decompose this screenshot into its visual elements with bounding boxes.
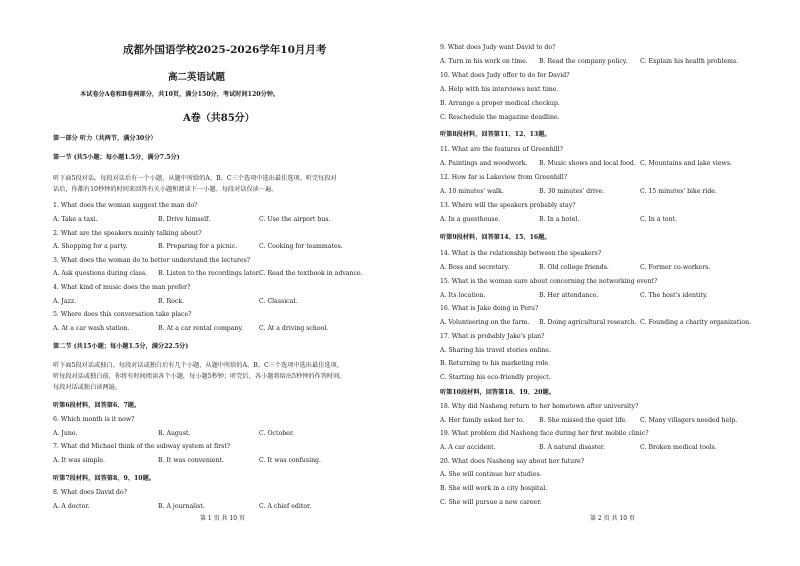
option-8c[interactable]: C. A chief editor. [259,503,312,510]
question-16: 16. What is Jake doing in Peru? [440,305,539,312]
option-13b[interactable]: B. In a hotel. [539,216,580,223]
option-4a[interactable]: A. Jazz. [53,298,77,305]
option-11b[interactable]: B. Music shows and local food. [539,160,636,167]
question-3: 3. What does the woman do to better understand the lectures? [53,257,251,264]
option-20c[interactable]: C. She will pursue a new career. [440,499,542,506]
option-3c[interactable]: C. Read the textbook in advance. [259,270,363,277]
option-11c[interactable]: C. Mountains and lake views. [640,160,732,167]
page-footer-1: 第 1 页 共 10 页 [200,515,245,522]
option-19b[interactable]: B. A natural disaster. [539,444,606,451]
question-4: 4. What kind of music does the man prefer? [53,284,191,291]
option-16a[interactable]: A. Volunteering on the farm. [440,319,530,326]
volume-heading: A卷（共85分） [183,113,255,124]
sec2-instructions-1: 听下面5段对话或独白。每段对话或独白后有几个小题，从题中所给的A、B、C三个选项中选出最佳选项。 [53,362,343,369]
exam-title: 成都外国语学校2025-2026学年10月月考 [123,44,327,56]
option-19c[interactable]: C. Broken medical tools. [640,444,717,451]
material-9-heading: 听第9段材料，回答第14、15、16题。 [440,234,551,241]
option-5b[interactable]: B. At a car rental company. [158,325,244,332]
option-8a[interactable]: A. A doctor. [53,503,90,510]
option-16c[interactable]: C. Founding a charity organization. [640,319,752,326]
option-4b[interactable]: B. Rock. [158,298,185,305]
question-9: 9. What does Judy want David to do? [440,44,556,51]
option-7a[interactable]: A. It was simple. [53,457,106,464]
option-18c[interactable]: C. Many villagers needed help. [640,417,738,424]
part1-heading: 第一部分 听力（共两节，满分30分） [53,135,157,142]
option-12a[interactable]: A. 10 minutes' walk. [440,188,504,195]
option-1a[interactable]: A. Take a taxi. [53,216,98,223]
option-1c[interactable]: C. Use the airport bus. [259,216,331,223]
sec2-instructions-2: 听每段对话或独白前，你将有时间阅读各个小题，每小题5秒钟；听完后，各小题将给出5秒钟的作答时间。 [53,373,346,380]
material-10-heading: 听第10段材料，回答第18、19、20题。 [440,389,555,396]
option-6a[interactable]: A. June. [53,430,78,437]
option-8b[interactable]: B. A journalist. [158,503,205,510]
question-10: 10. What does Judy offer to do for David? [440,72,570,79]
sec1-heading: 第一节 (共5小题；每小题1.5分，满分7.5分) [53,154,180,161]
question-2: 2. What are the speakers mainly talking about? [53,230,202,237]
option-3a[interactable]: A. Ask questions during class. [53,270,148,277]
material-8-heading: 听第8段材料，回答第11、12、13题。 [440,131,551,138]
option-2b[interactable]: B. Preparing for a picnic. [158,243,238,250]
question-11: 11. What are the features of Greenhill? [440,146,563,153]
option-17b[interactable]: B. Returning to his marketing role. [440,360,550,367]
option-13c[interactable]: C. In a tent. [640,216,678,223]
option-4c[interactable]: C. Classical. [259,298,298,305]
sec1-instructions-2: 话后，你都有10秒钟的时间来回答有关小题和阅读下一小题。每段对话仅读一遍。 [53,186,278,193]
question-20: 20. What does Nasheng say about her future? [440,458,585,465]
option-12b[interactable]: B. 30 minutes' drive. [539,188,605,195]
option-10b[interactable]: B. Arrange a proper medical checkup. [440,100,560,107]
option-2a[interactable]: A. Shopping for a party. [53,243,128,250]
question-17: 17. What is probably Jake's plan? [440,333,545,340]
option-20a[interactable]: A. She will continue her studies. [440,471,542,478]
question-14: 14. What is the relationship between the speakers? [440,250,602,257]
option-6b[interactable]: B. August. [158,430,191,437]
option-14a[interactable]: A. Boss and secretary. [440,264,510,271]
option-10a[interactable]: A. Help with his interviews next time. [440,86,559,93]
option-18b[interactable]: B. She missed the quiet life. [539,417,628,424]
exam-note: 本试卷分A卷和B卷两部分，共10页，满分150分，考试时间120分钟。 [80,91,280,98]
option-9a[interactable]: A. Turn in his work on time. [440,58,528,65]
option-7b[interactable]: B. It was convenient. [158,457,224,464]
material-6-heading: 听第6段材料，回答第6、7题。 [53,402,141,409]
option-19a[interactable]: A. A car accident. [440,444,496,451]
question-12: 12. How far is Lakeview from Greenhill? [440,174,568,181]
page-2 [400,0,800,566]
option-14c[interactable]: C. Former co-workers. [640,264,711,271]
option-11a[interactable]: A. Paintings and woodwork. [440,160,528,167]
option-15c[interactable]: C. The host's identity. [640,292,708,299]
material-7-heading: 听第7段材料，回答第8、9、10题。 [53,475,155,482]
option-7c[interactable]: C. It was confusing. [259,457,321,464]
option-20b[interactable]: B. She will work in a city hospital. [440,485,548,492]
option-18a[interactable]: A. Her family asked her to. [440,417,525,424]
option-17c[interactable]: C. Starting his eco-friendly project. [440,374,551,381]
question-13: 13. Where will the speakers probably stay? [440,202,576,209]
sec1-instructions-1: 听下面5段对话。每段对话后有一个小题，从题中所给的A、B、C三个选项中选出最佳选项。听完每段对 [53,175,337,182]
option-5c[interactable]: C. At a driving school. [259,325,329,332]
question-1: 1. What does the woman suggest the man do? [53,202,198,209]
option-2c[interactable]: C. Cooking for teammates. [259,243,343,250]
question-18: 18. Why did Nasheng return to her hometown after university? [440,403,639,410]
option-6c[interactable]: C. October. [259,430,295,437]
option-9c[interactable]: C. Explain his health problems. [640,58,739,65]
option-14b[interactable]: B. Old college friends. [539,264,609,271]
page-footer-2: 第 2 页 共 10 页 [590,515,635,522]
option-13a[interactable]: A. In a guesthouse. [440,216,501,223]
option-10c[interactable]: C. Reschedule the magazine deadline. [440,114,560,121]
question-19: 19. What problem did Nasheng face during her first mobile clinic? [440,430,649,437]
question-6: 6. Which month is it now? [53,416,135,423]
option-1b[interactable]: B. Drive himself. [158,216,211,223]
option-15b[interactable]: B. Her attendance. [539,292,599,299]
option-16b[interactable]: B. Doing agricultural research. [539,319,637,326]
question-15: 15. What is the woman sure about concerning the networking event? [440,278,658,285]
sec2-instructions-3: 每段对话或独白读两遍。 [53,384,122,391]
question-7: 7. What did Michael think of the subway system at first? [53,443,231,450]
exam-subtitle: 高二英语试题 [168,72,226,83]
question-5: 5. Where does this conversation take place? [53,311,192,318]
option-9b[interactable]: B. Read the company policy. [539,58,628,65]
question-8: 8. What does David do? [53,489,127,496]
option-17a[interactable]: A. Sharing his travel stories online. [440,347,551,354]
option-3b[interactable]: B. Listen to the recordings later. [158,270,260,277]
sec2-heading: 第二节 (共15小题；每小题1.5分，满分22.5分) [53,343,189,350]
option-15a[interactable]: A. Its location. [440,292,486,299]
option-5a[interactable]: A. At a car wash station. [53,325,130,332]
option-12c[interactable]: C. 15 minutes' bike ride. [640,188,717,195]
